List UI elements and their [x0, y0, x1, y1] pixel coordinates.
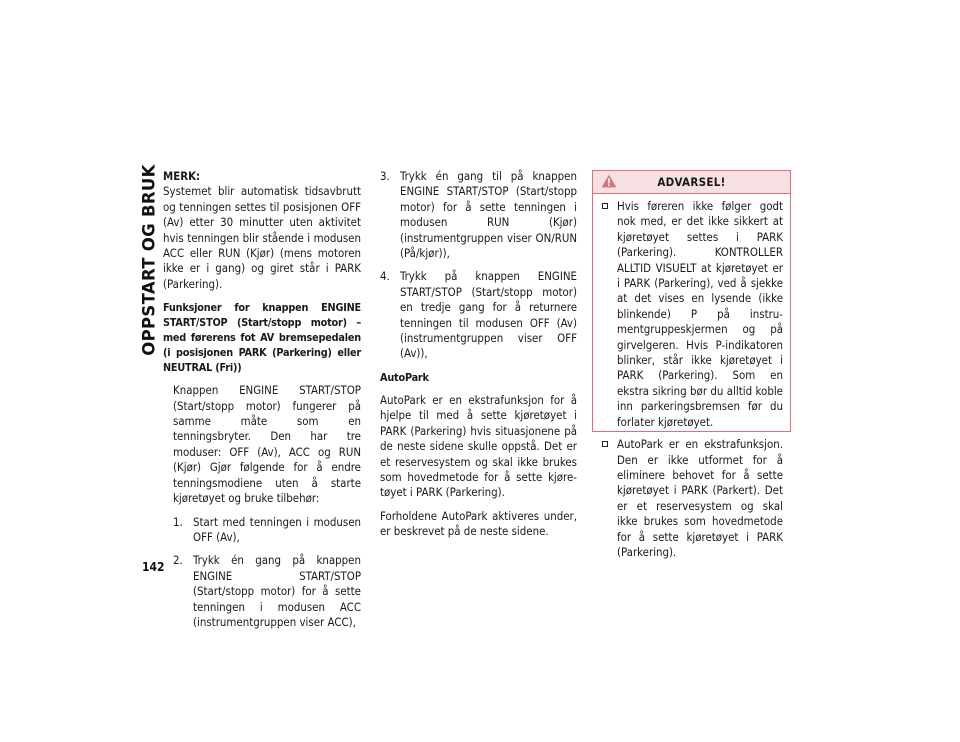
- warning-header: [593, 171, 790, 194]
- list-item: [173, 553, 361, 630]
- step-text: Trykk én gang på knappen ENGINE START/STOP (Start/stopp motor) for å sette tenningen i modusen ACC (instrumentgruppen viser ACC),: [193, 553, 361, 629]
- autopark-paragraph: AutoPark er en ekstrafunksjon for å hjelpe til med å sette kjøretøyet i PARK (Parkering) hvis situasjonene på de neste sidene skulle oppstå. Det er et reservesystem og skal ikke brukes som hovedmetode for å sette kjøretøyet i PARK (Parkering).: [380, 392, 577, 500]
- warning-body: [593, 194, 790, 560]
- step-text: Trykk på knappen ENGINE START/STOP (Start/stopp motor) en tredje gang for å returnere tenningen til modusen OFF (Av) (instrumentgruppen viser OFF (Av)),: [400, 269, 577, 361]
- page-number: 142: [142, 560, 165, 574]
- chapter-side-tab: [139, 164, 159, 356]
- note-label: MERK:: [163, 169, 201, 183]
- warning-text: AutoPark er en ekstrafunksjon. Den er ikke utformet for å eliminere behovet for å sette kjøretøyet i PARK (Parkert). Det er et reservesystem og skal ikke brukes som hovedmetode for å sette kjøretøyet i PARK (Parkering).: [617, 437, 783, 559]
- step-text: Start med tenningen i modusen OFF (Av),: [193, 514, 361, 544]
- list-item: [380, 169, 577, 261]
- warning-box: [592, 170, 791, 559]
- list-item: [380, 269, 577, 361]
- list-item: [601, 199, 783, 430]
- autopark-heading: AutoPark: [380, 370, 429, 384]
- warning-triangle-icon: [601, 174, 617, 188]
- step-number: 3.: [380, 169, 390, 183]
- square-bullet-icon: [602, 441, 608, 447]
- step-number: 1.: [173, 514, 183, 529]
- step-number: 4.: [380, 269, 390, 284]
- warning-title: ADVARSEL!: [657, 175, 726, 189]
- list-item: [601, 437, 783, 560]
- note-text: Systemet blir automatisk tidsavbrutt og tenningen settes til posisjonen OFF (Av) etter 30 minutter uten aktivitet hvis tenningen blir stående i modusen ACC eller RUN (Kjør) (mens motoren ikke er i gang) og giret står i PARK (Parkering).: [163, 184, 361, 291]
- steps-list: [380, 169, 577, 362]
- step-number: 2.: [173, 553, 183, 568]
- warning-text: Hvis føreren ikke følger godt nok med, er det ikke sikkert at kjøretøyet settes i PARK (Parkering). KONTROLLER ALLTID VISUELT at kjøretøyet er i PARK (Parkering), ved å sjekke at det vises en lysende (ikke blinkende) P på instrumentgruppeskjermen og på girvelgeren. Hvis P-indikatoren blinker, står ikke kjøretøyet i PARK (Parkering). Som en ekstra sikring bør du alltid koble inn parkeringsbremsen før du forlater kjøretøyet.: [617, 199, 783, 429]
- square-bullet-icon: [602, 203, 608, 209]
- chapter-title: OPPSTART OG BRUK: [139, 164, 159, 356]
- intro-paragraph: Knappen ENGINE START/STOP (Start/stopp motor) fungerer på samme måte som en tenningsbryter. Den har tre moduser: OFF (Av), ACC og RUN (Kjør) Gjør følgende for å endre tenningsmodiene uten å starte kjøretøyet og bruke tilbehør:: [173, 383, 361, 506]
- section-heading: Funksjoner for knappen ENGINE START/STOP (Start/stopp motor) – med førerens fot AV bremsepedalen (i posisjonen PARK (Parkering) eller NEUTRAL (Fri)): [163, 301, 361, 375]
- left-column: [163, 169, 361, 638]
- list-item: [173, 515, 361, 546]
- steps-list: [173, 515, 361, 631]
- middle-column: [380, 169, 577, 548]
- step-text: Trykk én gang til på knappen ENGINE START/STOP (Start/stopp motor) for å sette tenningen i modusen RUN (Kjør) (instrumentgruppen viser ON/RUN (På/kjør)),: [400, 169, 577, 261]
- autopark-conditions-paragraph: Forholdene AutoPark aktiveres under, er beskrevet på de neste sidene.: [380, 508, 577, 539]
